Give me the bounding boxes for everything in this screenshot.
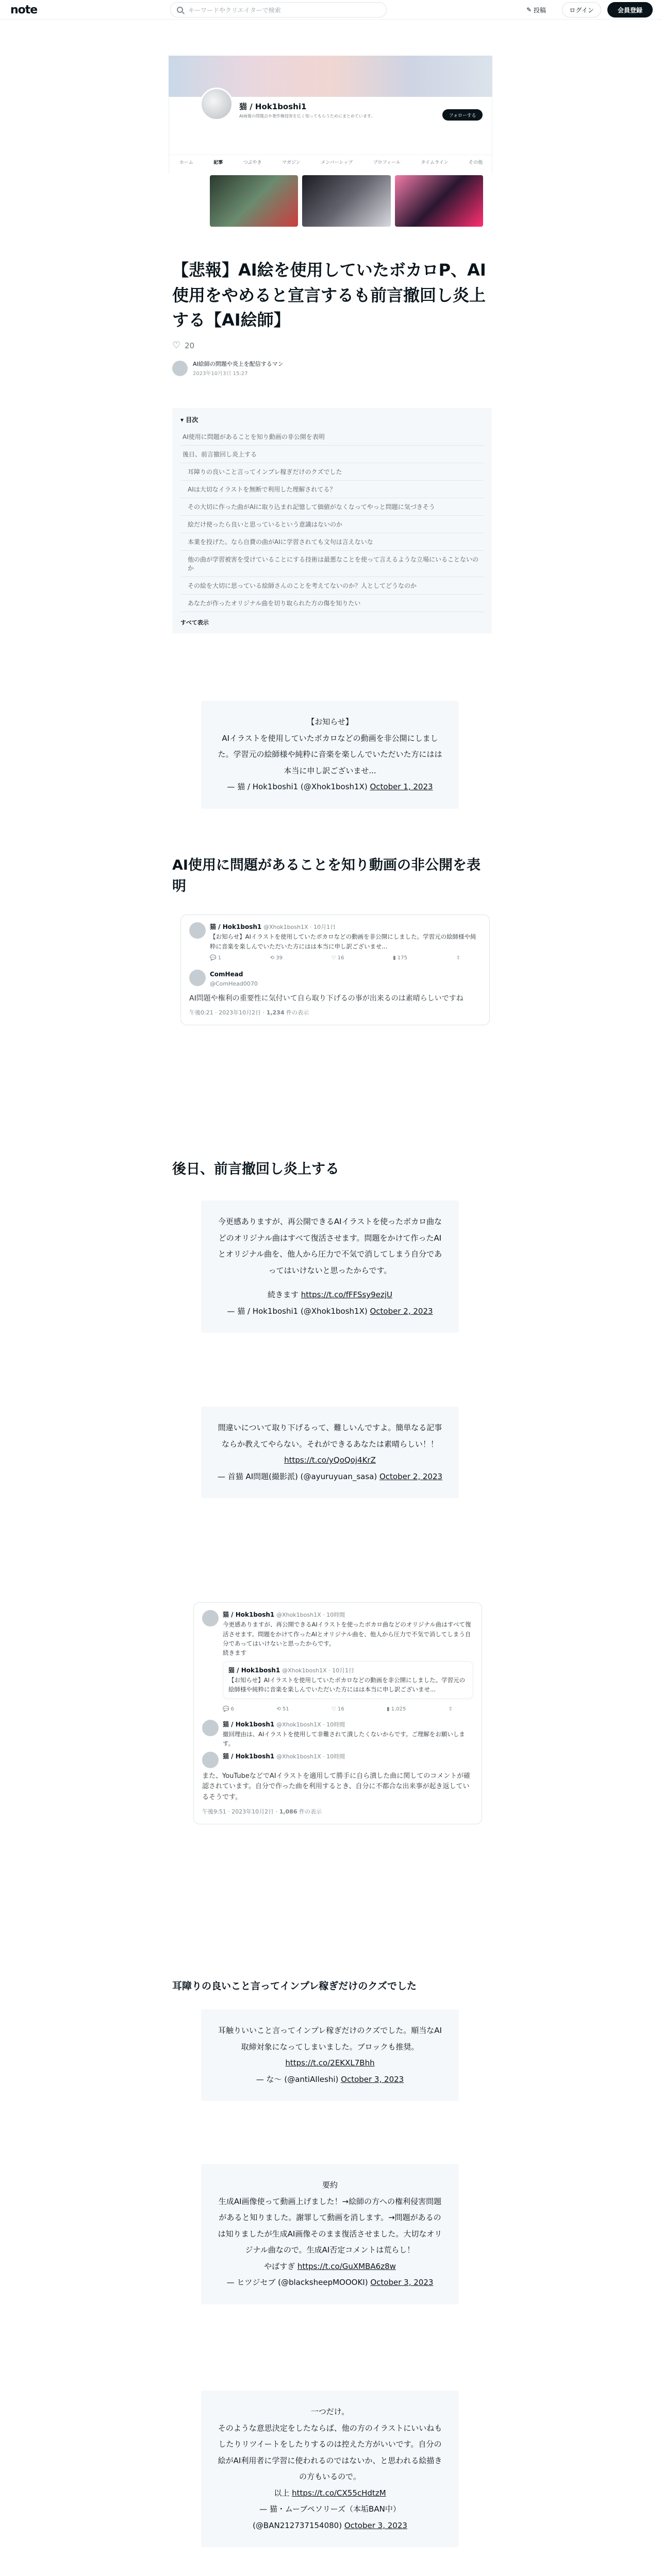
tweet-text: 今更感ありますが、再公開できるAIイラストを使ったボカロ曲などのオリジナル曲はすべて復活させます。問題をかけて作ったAIとオリジナル曲を、他人から圧力で不気で消してしまう自分であってはいけないと思ったからです。 bbox=[223, 1621, 471, 1647]
toc-item[interactable]: AI使用に問題があることを知り動画の非公開を表明 bbox=[180, 428, 484, 446]
retweet-icon[interactable]: ⟲ 51 bbox=[276, 1706, 289, 1712]
tab-profile[interactable]: プロフィール bbox=[373, 160, 401, 165]
featured-thumbnails bbox=[210, 175, 483, 227]
share-icon[interactable]: ⇪ bbox=[448, 1706, 453, 1712]
toc-heading[interactable]: ▾ 目次 bbox=[180, 416, 198, 423]
toc-item[interactable]: 他の曲が学習被害を受けていることにする技術は最悪なことを使って言えるような立場にいることないのか bbox=[180, 551, 484, 577]
tweet-author[interactable]: ComHead bbox=[210, 970, 243, 978]
tweet-handle: @Xhok1bosh1X · 10時間 bbox=[276, 1612, 345, 1618]
tweet-meta: 午後9:51 · 2023年10月2日 · 1,086 件の表示 bbox=[202, 1808, 322, 1816]
section-heading: 耳障りの良いこと言ってインプレ稼ぎだけのクズでした bbox=[172, 1980, 417, 1992]
post-button[interactable] bbox=[515, 2, 558, 18]
login-button[interactable]: ログイン bbox=[562, 2, 601, 18]
tweet-link[interactable]: https://t.co/yQoQoj4KrZ bbox=[284, 1455, 376, 1465]
tweet-link[interactable]: https://t.co/2EKXL7Bhh bbox=[285, 2058, 375, 2067]
pen-icon: ✎ bbox=[526, 6, 534, 13]
creator-description: AI画像の問題点や著作権侵害を広く知ってもらうためにまとめています。 bbox=[239, 114, 375, 118]
tweet-author[interactable]: 猫 / Hok1bosh1 bbox=[210, 923, 262, 930]
creator-name[interactable]: 猫 / Hok1boshi1 bbox=[239, 102, 307, 111]
register-button[interactable]: 会員登録 bbox=[607, 2, 653, 18]
toc-item[interactable]: 後日、前言撤回し炎上する bbox=[180, 446, 484, 463]
tweet-meta: 午後0:21 · 2023年10月2日 · 1,234 件の表示 bbox=[189, 1009, 309, 1016]
note-logo[interactable]: note bbox=[10, 4, 38, 16]
tweet-handle: @ComHead0070 bbox=[210, 980, 258, 988]
reply-icon[interactable]: 💬 6 bbox=[223, 1706, 235, 1712]
tab-timeline[interactable]: タイムライン bbox=[421, 160, 449, 165]
embedded-tweet-quote bbox=[201, 2391, 459, 2547]
toc-item[interactable]: あなたが作ったオリジナル曲を切り取られた方の傷を知りたい bbox=[180, 595, 484, 612]
toc-show-all[interactable]: すべて表示 bbox=[180, 619, 209, 626]
tweet-avatar[interactable] bbox=[189, 922, 206, 939]
views-icon[interactable]: ▮ 175 bbox=[393, 955, 407, 961]
byline bbox=[172, 360, 492, 377]
like-count: 20 bbox=[185, 341, 195, 350]
embedded-tweet-quote bbox=[201, 2164, 459, 2304]
tweet-date-link[interactable]: October 2, 2023 bbox=[379, 1471, 443, 1481]
quote-signature: — な〜 (@antiAIleshi) October 3, 2023 bbox=[256, 2074, 404, 2084]
like-icon[interactable]: ♡ 16 bbox=[331, 1706, 344, 1712]
tweet-date-link[interactable]: October 3, 2023 bbox=[341, 2074, 404, 2084]
quote-body: 今更感ありますが、再公開できるAIイラストを使ったボカロ曲などのオリジナル曲はすべて復活させます。問題をかけて作ったAIとオリジナル曲を、他人から圧力で不気で消してしまう自分であってはいけないと思ったからです。 bbox=[218, 1217, 442, 1275]
tab-home[interactable]: ホーム bbox=[179, 160, 193, 165]
tweet-text: 【お知らせ】AIイラストを使用していたボカロなどの動画を非公開にしました。学習元の絵師様や純粋に音楽を楽しんでいただいた方にはは本当に申し訳ございませ... bbox=[228, 1676, 466, 1693]
author-avatar[interactable] bbox=[172, 361, 188, 376]
author-name[interactable]: AI絵師の問題や炎上を配信するマン bbox=[193, 361, 284, 367]
quote-body: そのような意思決定をしたならば、他の方のイラストにいいねもしたりリツイートをしたりするのは控えた方がいいです。自分の絵がAI利用者に学習に使われるのではないか、と思われる絵描きの方もいるので。 bbox=[218, 2423, 442, 2481]
tweet-text: 【お知らせ】AIイラストを使用していたボカロなどの動画を非公開にしました。学習元の絵師様や純粋に音楽を楽しんでいただいた方にはは本当に申し訳ございませ... bbox=[210, 933, 476, 950]
thumbnail-image[interactable] bbox=[302, 175, 390, 227]
creator-profile bbox=[169, 97, 492, 174]
tweet-handle: @Xhok1bosh1X · 10時間 bbox=[276, 1721, 345, 1728]
quote-body: AIイラストを使用していたボカロなどの動画を非公開にしました。学習元の絵師様や純粋に音楽を楽しんでいただいた方にはは本当に申し訳ございませ... bbox=[218, 733, 442, 775]
quote-signature: — 猫 / Hok1boshi1 (@Xhok1bosh1X) October 2, 2023 bbox=[227, 1306, 433, 1316]
retweet-icon[interactable]: ⟲ 39 bbox=[270, 955, 283, 961]
like-icon[interactable]: ♡ 16 bbox=[331, 955, 344, 961]
tweet-author[interactable]: 猫 / Hok1bosh1 bbox=[223, 1611, 275, 1618]
tweet-date-link[interactable]: October 1, 2023 bbox=[370, 782, 433, 791]
search-icon bbox=[177, 7, 183, 13]
tab-magazine[interactable]: マガジン bbox=[282, 160, 301, 165]
quoted-tweet[interactable] bbox=[223, 1661, 473, 1699]
embedded-tweet[interactable] bbox=[180, 914, 490, 1025]
quote-body: 間違いについて取り下げるって、難しいんですよ。簡単なる記事ならか教えてやらない。それができるあなたは素晴らしい！！ bbox=[218, 1423, 442, 1449]
tweet-link[interactable]: https://t.co/GuXMBA6z8w bbox=[297, 2261, 396, 2271]
toc-item[interactable]: AIは大切なイラストを無断で利用した理解されてる？ bbox=[180, 481, 484, 498]
tweet-avatar[interactable] bbox=[202, 1752, 219, 1768]
tweet-more: 続きます bbox=[223, 1649, 246, 1657]
share-icon[interactable]: ⇪ bbox=[456, 955, 460, 961]
tweet-actions bbox=[189, 951, 481, 965]
quote-signature: — 首猫 AI問題(撮影派) (@ayuruyuan_sasa) October 2, 2023 bbox=[217, 1471, 443, 1481]
tweet-author[interactable]: 猫 / Hok1bosh1 bbox=[223, 1720, 275, 1728]
quote-more: 以上 https://t.co/CX55cHdtzM bbox=[274, 2488, 386, 2498]
tweet-handle: @Xhok1bosh1X · 10月1日 bbox=[282, 1667, 355, 1674]
toc-item[interactable]: その絵を大切に思っている絵師さんのことを考えてないのか？人としてどうなのか bbox=[180, 577, 484, 595]
search-placeholder: キーワードやクリエイターで検索 bbox=[188, 6, 281, 14]
top-bar bbox=[0, 0, 662, 20]
creator-avatar[interactable] bbox=[200, 88, 233, 121]
tweet-text: AI問題や権利の重要性に気付いて自ら取り下げるの事が出来るのは素晴らしいですね bbox=[189, 994, 464, 1003]
tweet-avatar[interactable] bbox=[202, 1720, 219, 1736]
tweet-link[interactable]: https://t.co/CX55cHdtzM bbox=[292, 2488, 386, 2498]
toc-item[interactable]: 耳障りの良いこと言ってインプレ稼ぎだけのクズでした bbox=[180, 463, 484, 481]
embedded-tweet-quote bbox=[201, 701, 459, 809]
quote-body: 耳触りいいこと言ってインプレ稼ぎだけのクズでした。順当なAI取締対象になってしまいました。ブロックも推奨。 bbox=[218, 2026, 442, 2052]
tweet-text: また、YouTubeなどでAIイラストを適用して勝手に自ら潰した曲に関してのコメントが確認されています。自分で作った曲を利用するとき、自分に不都合な出来事が起き返しているそうです。 bbox=[202, 1772, 471, 1802]
search-input[interactable] bbox=[170, 2, 387, 18]
tweet-avatar[interactable] bbox=[202, 1610, 219, 1626]
heart-icon[interactable]: ♡ bbox=[172, 340, 181, 351]
tweet-link[interactable]: https://t.co/fFFSsy9ezjU bbox=[301, 1290, 392, 1299]
quote-more: やばすぎ https://t.co/GuXMBA6z8w bbox=[264, 2261, 396, 2271]
embedded-tweet-quote bbox=[201, 1406, 459, 1498]
tweet-handle: @Xhok1bosh1X · 10月1日 bbox=[263, 924, 336, 930]
tweet-handle: @Xhok1bosh1X · 10時間 bbox=[276, 1753, 345, 1760]
tweet-date-link[interactable]: October 2, 2023 bbox=[370, 1306, 433, 1316]
quote-signature: — ヒツジセブ (@blacksheepMOOOKI) October 3, 2023 bbox=[226, 2278, 434, 2287]
tweet-date-link[interactable]: October 3, 2023 bbox=[344, 2520, 407, 2530]
quote-signature: — 猫・ムーブペソリーズ（本垢BAN中） (@BAN212737154080) October 3, 2023 bbox=[253, 2504, 407, 2530]
follow-button[interactable]: フォローする bbox=[442, 109, 483, 121]
tab-articles[interactable]: 記事 bbox=[213, 160, 223, 165]
thumbnail-image[interactable] bbox=[210, 175, 298, 227]
reply-icon[interactable]: 💬 1 bbox=[210, 955, 222, 961]
toc-item[interactable]: 本業を投げた。なら自費の曲がAIに学習されても文句は言えないな bbox=[180, 533, 484, 551]
post-label: 投稿 bbox=[533, 6, 546, 14]
tweet-text: 撤回理由は、AIイラストを使用して非難されて潰したくないからです。ご理解をお願いします。 bbox=[223, 1730, 465, 1748]
quote-lead: 要約 bbox=[322, 2180, 338, 2190]
thumbnail-image[interactable] bbox=[395, 175, 483, 227]
quote-body: 生成AI画像使って動画上げました！→絵師の方への権利侵害問題があると知りました。謝罪して動画を消します。→問題があるのは知りましたが生成AI画像そのまま復活させました。大切なオリジナル曲なので。生成AI否定コメントは荒らし！ bbox=[218, 2196, 442, 2255]
tweet-actions bbox=[202, 1702, 473, 1717]
embedded-tweet-quote bbox=[201, 1200, 459, 1333]
section-heading: 後日、前言撤回し炎上する bbox=[172, 1161, 339, 1177]
toc-item[interactable]: その大切に作った曲がAIに取り込まれ記憶して価値がなくなってやっと問題に気づきそう bbox=[180, 498, 484, 516]
views-icon[interactable]: ▮ 1,025 bbox=[387, 1706, 406, 1712]
article-likes bbox=[172, 340, 492, 351]
tab-tweets[interactable]: つぶやき bbox=[243, 160, 262, 165]
tab-more[interactable]: その他 bbox=[469, 160, 483, 165]
quote-lead: 【お知らせ】 bbox=[307, 717, 353, 726]
quote-signature: — 猫 / Hok1boshi1 (@Xhok1bosh1X) October 1, 2023 bbox=[227, 782, 433, 791]
tab-membership[interactable]: メンバーシップ bbox=[321, 160, 353, 165]
tweet-author: 猫 / Hok1bosh1 bbox=[228, 1666, 280, 1674]
table-of-contents bbox=[172, 408, 492, 634]
tweet-date-link[interactable]: October 3, 2023 bbox=[370, 2278, 434, 2287]
creator-tabs bbox=[169, 155, 493, 169]
embedded-tweet[interactable] bbox=[193, 1602, 482, 1824]
publish-date: 2023年10月3日 15:27 bbox=[193, 371, 248, 377]
quote-lead: 一つだけ。 bbox=[310, 2407, 350, 2416]
section-heading: AI使用に問題があることを知り動画の非公開を表明 bbox=[172, 857, 481, 894]
quote-more: 続きます https://t.co/fFFSsy9ezjU bbox=[268, 1290, 392, 1299]
tweet-author[interactable]: 猫 / Hok1bosh1 bbox=[223, 1752, 275, 1760]
toc-item[interactable]: 絵だけ使ったら良いと思っているという意識はないのか bbox=[180, 516, 484, 533]
article-title: 【悲報】AI絵を使用していたボカロP、AI使用をやめると宣言するも前言撤回し炎上する【AI絵師】 bbox=[172, 260, 486, 330]
chevron-down-icon: ▾ bbox=[180, 416, 186, 423]
tweet-avatar[interactable] bbox=[189, 970, 206, 986]
embedded-tweet-quote bbox=[201, 2009, 459, 2101]
